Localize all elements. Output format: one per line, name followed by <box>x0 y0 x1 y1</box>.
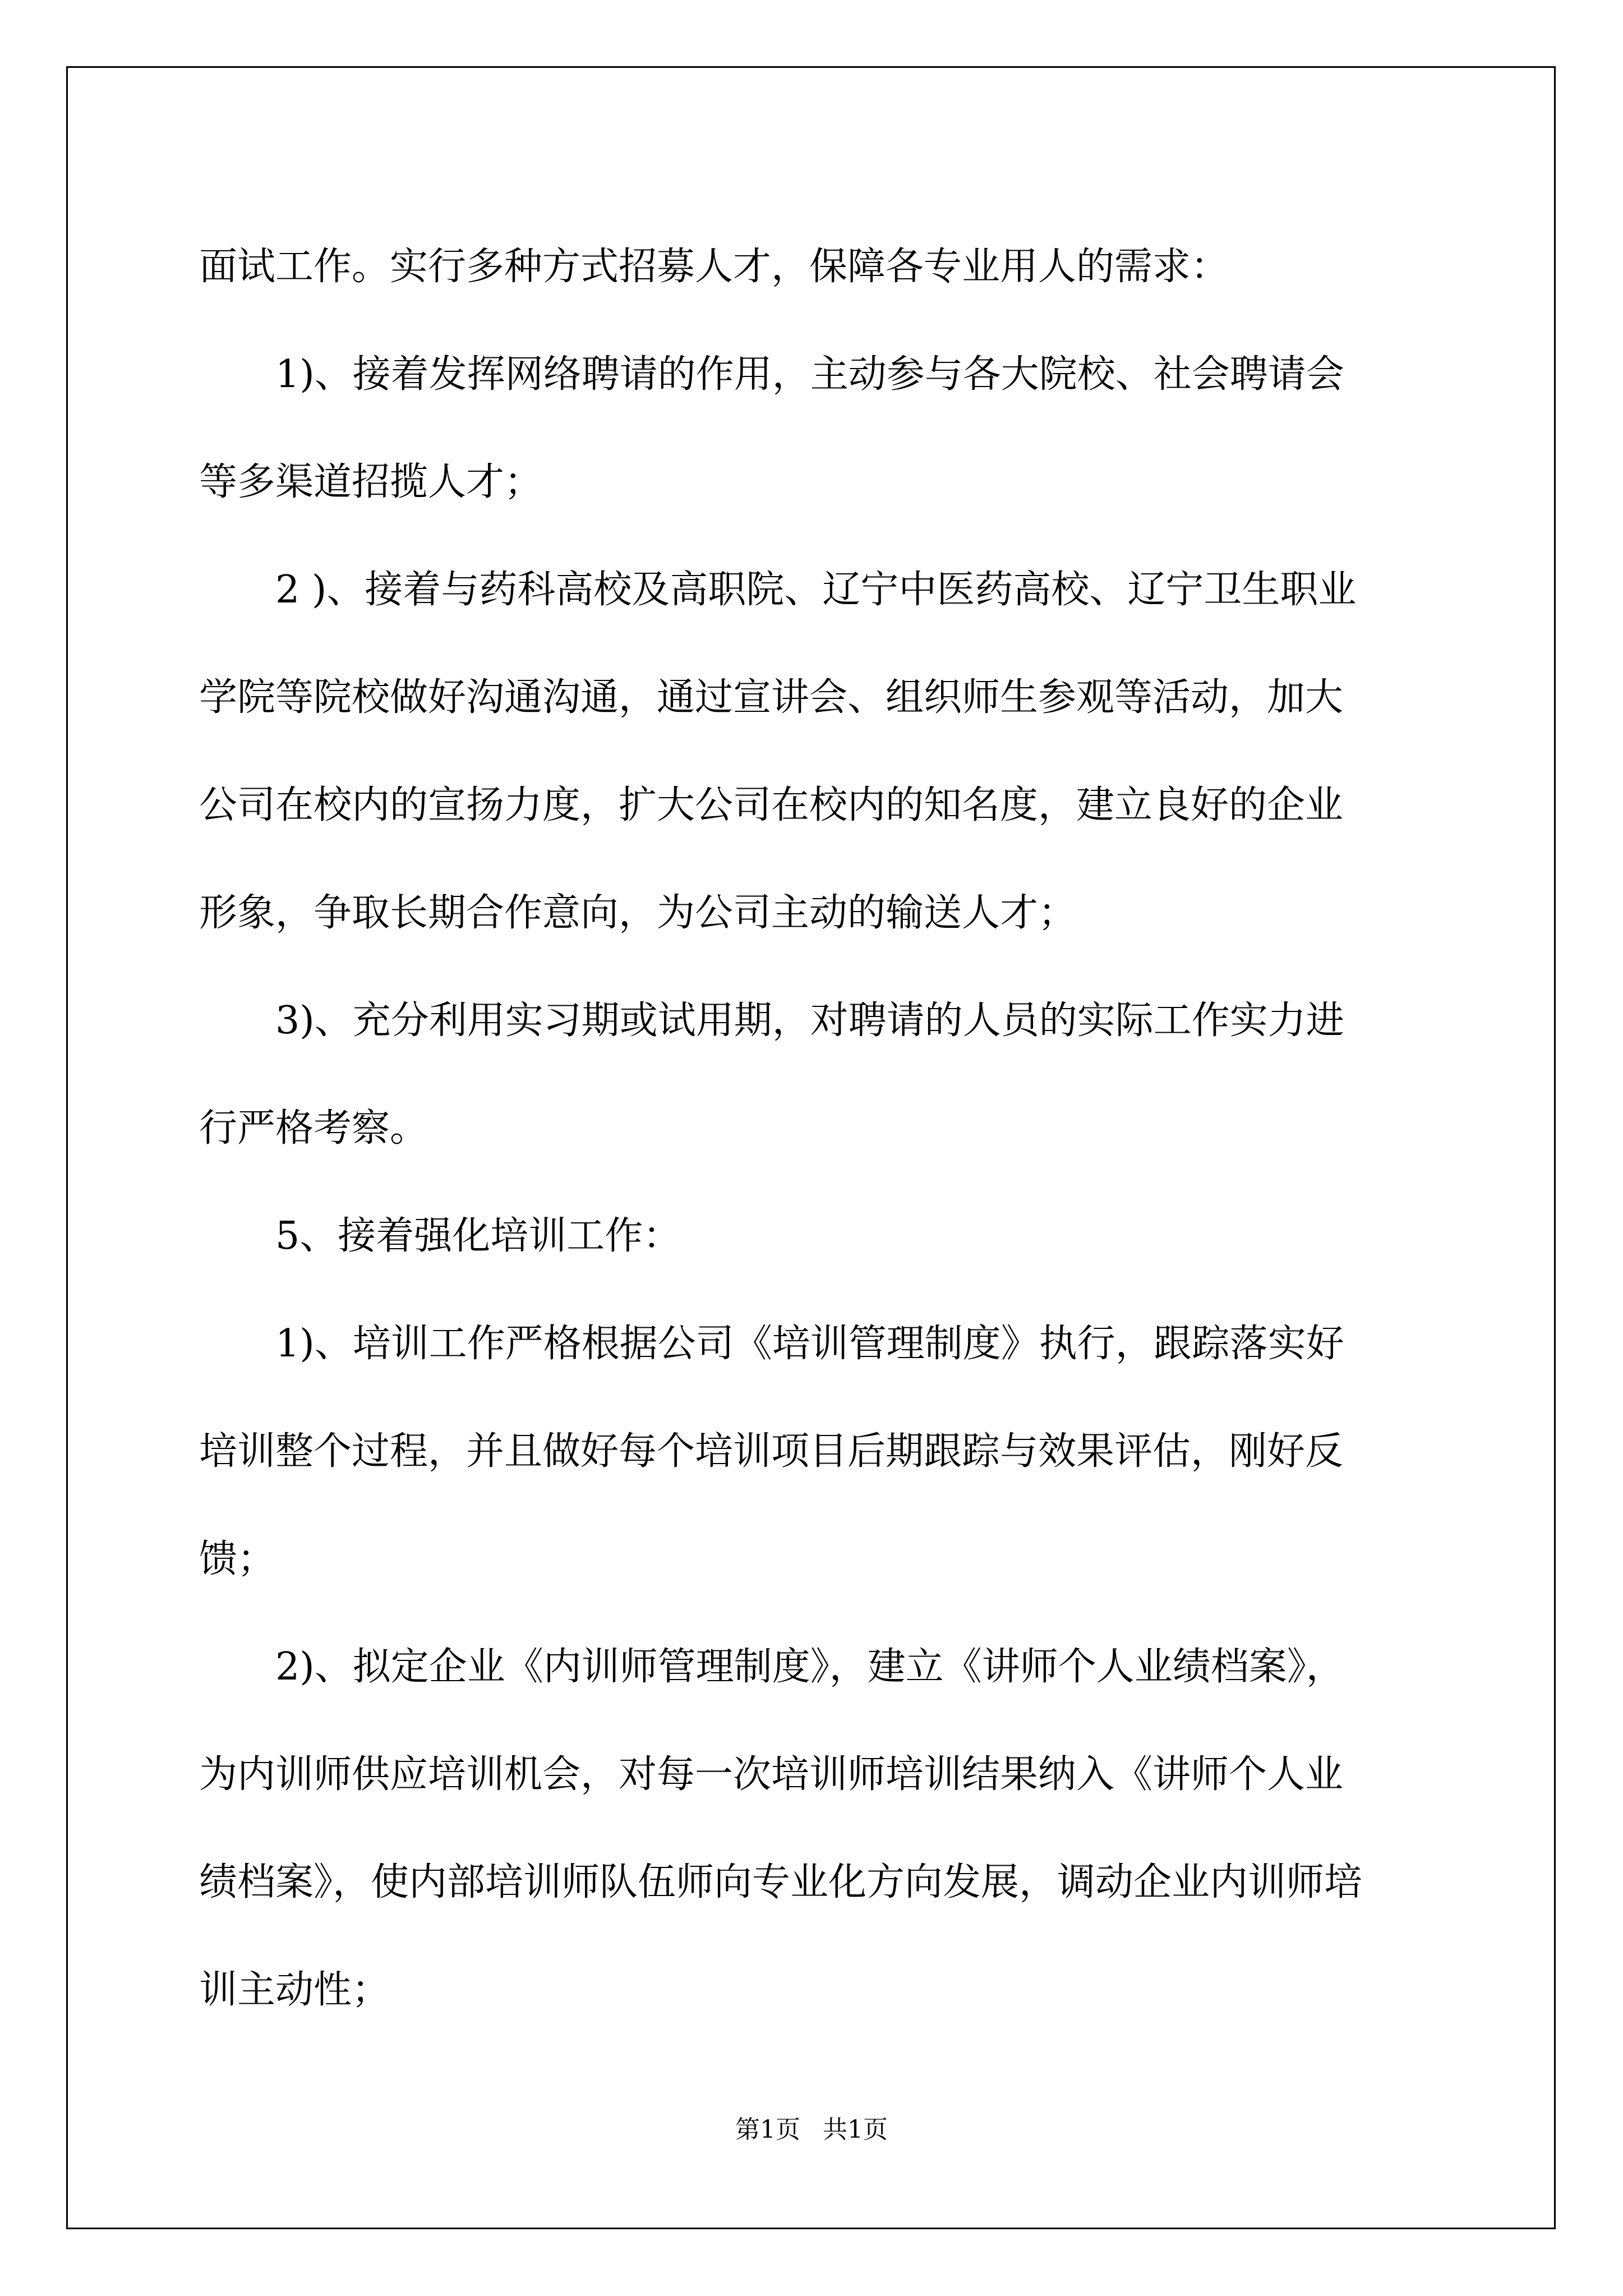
text-line: 1)、培训工作严格根据公司《培训管理制度》执行，跟踪落实好 <box>275 1322 1344 1366</box>
page-footer <box>0 2109 1623 2145</box>
document-body <box>199 213 1422 2044</box>
text-line: 5、接着强化培训工作： <box>275 1214 681 1258</box>
text-line: 等多渠道招揽人才； <box>199 460 543 504</box>
text-line: 2 )、接着与药科高校及高职院、辽宁中医药高校、辽宁卫生职业 <box>275 568 1357 612</box>
page-number-total: 共1页 <box>823 2115 888 2144</box>
text-line: 学院等院校做好沟通沟通，通过宣讲会、组织师生参观等活动，加大 <box>199 675 1344 720</box>
text-line: 为内训师供应培训机会，对每一次培训师培训结果纳入《讲师个人业 <box>199 1752 1344 1797</box>
text-line: 1)、接着发挥网络聘请的作用，主动参与各大院校、社会聘请会 <box>275 352 1344 397</box>
text-line: 形象，争取长期合作意向，为公司主动的输送人才； <box>199 891 1077 935</box>
text-line: 行严格考察。 <box>199 1106 428 1151</box>
text-line: 2)、拟定企业《内训师管理制度》，建立《讲师个人业绩档案》， <box>275 1645 1344 1689</box>
text-line: 训主动性； <box>199 1968 390 2012</box>
text-line: 面试工作。实行多种方式招募人才，保障各专业用人的需求： <box>199 245 1229 289</box>
text-line: 3)、充分利用实习期或试用期，对聘请的人员的实际工作实力进 <box>275 999 1344 1043</box>
page-number-current: 第1页 <box>735 2115 800 2144</box>
text-line: 馈； <box>199 1537 276 1581</box>
text-line: 培训整个过程，并且做好每个培训项目后期跟踪与效果评估，刚好反 <box>199 1429 1344 1474</box>
text-line: 公司在校内的宣扬力度，扩大公司在校内的知名度，建立良好的企业 <box>199 783 1344 827</box>
text-line: 绩档案》，使内部培训师队伍师向专业化方向发展，调动企业内训师培 <box>199 1860 1363 1904</box>
